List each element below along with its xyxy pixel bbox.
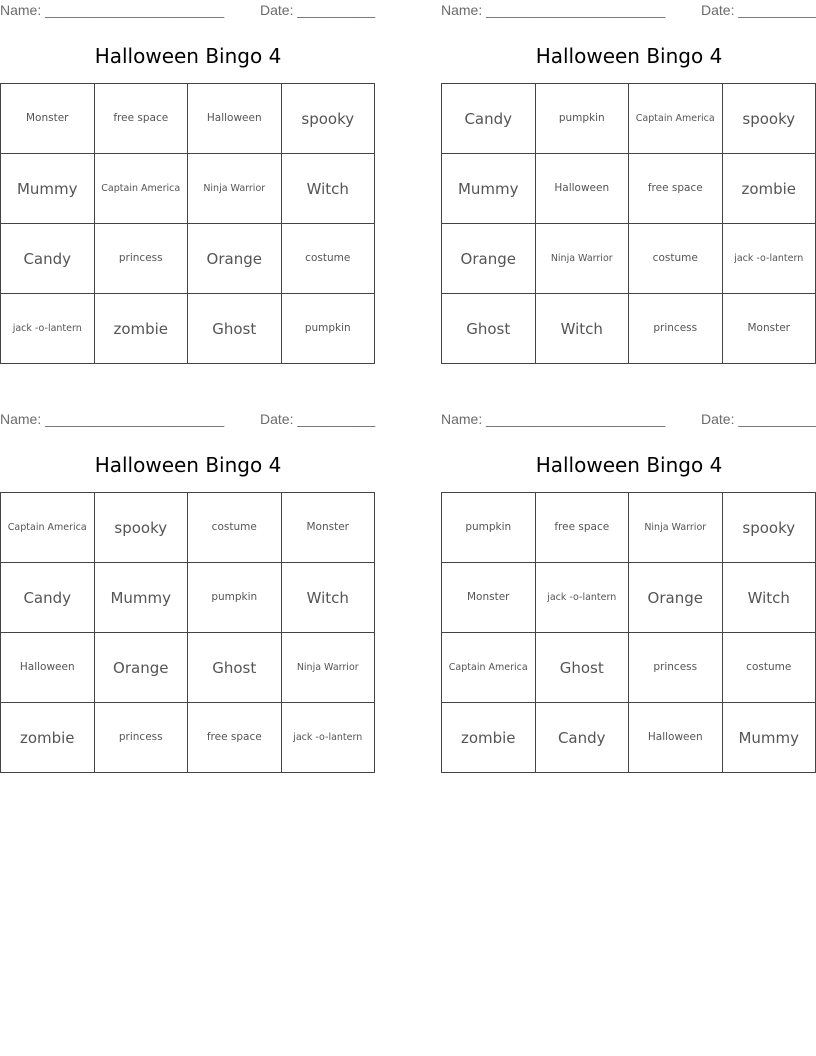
bingo-cell[interactable]: Candy	[1, 224, 95, 294]
date-field[interactable]: Date: __________	[260, 2, 376, 18]
bingo-cell[interactable]: zombie	[1, 703, 95, 773]
name-field[interactable]: Name: _______________________	[441, 411, 666, 427]
bingo-cell[interactable]: pumpkin	[282, 294, 376, 364]
card-header	[441, 409, 816, 431]
bingo-cell[interactable]: spooky	[723, 84, 816, 154]
bingo-cell[interactable]: Monster	[282, 493, 376, 563]
bingo-cell[interactable]: Ghost	[188, 633, 282, 703]
bingo-cell[interactable]: free space	[536, 493, 630, 563]
bingo-cell[interactable]: pumpkin	[188, 563, 282, 633]
date-field[interactable]: Date: __________	[260, 411, 376, 427]
bingo-cell[interactable]: Captain America	[1, 493, 95, 563]
bingo-cell[interactable]: costume	[723, 633, 816, 703]
bingo-cell[interactable]: Mummy	[1, 154, 95, 224]
bingo-cell[interactable]: Witch	[282, 154, 376, 224]
bingo-cell[interactable]: pumpkin	[442, 493, 536, 563]
bingo-cell[interactable]: costume	[188, 493, 282, 563]
bingo-cell[interactable]: spooky	[95, 493, 189, 563]
bingo-cell[interactable]: Witch	[282, 563, 376, 633]
card-header	[0, 0, 376, 22]
bingo-cell[interactable]: Ninja Warrior	[282, 633, 376, 703]
bingo-cell[interactable]: Monster	[723, 294, 816, 364]
bingo-cell[interactable]: Mummy	[95, 563, 189, 633]
bingo-cell[interactable]: free space	[188, 703, 282, 773]
bingo-cell[interactable]: zombie	[442, 703, 536, 773]
bingo-cell[interactable]: Ghost	[442, 294, 536, 364]
bingo-cell[interactable]: Ninja Warrior	[188, 154, 282, 224]
bingo-cell[interactable]: Monster	[1, 84, 95, 154]
bingo-cell[interactable]: Orange	[629, 563, 723, 633]
bingo-cell[interactable]: Ghost	[188, 294, 282, 364]
bingo-grid	[441, 83, 816, 364]
bingo-cell[interactable]: Halloween	[1, 633, 95, 703]
bingo-cell[interactable]: princess	[629, 294, 723, 364]
bingo-cell[interactable]: Orange	[95, 633, 189, 703]
bingo-card	[441, 0, 816, 338]
bingo-card	[0, 0, 376, 338]
bingo-cell[interactable]: Halloween	[536, 154, 630, 224]
bingo-cell[interactable]: Captain America	[442, 633, 536, 703]
bingo-cell[interactable]: free space	[629, 154, 723, 224]
bingo-cell[interactable]: Mummy	[723, 703, 816, 773]
bingo-cell[interactable]: Orange	[188, 224, 282, 294]
card-title: Halloween Bingo 4	[535, 453, 723, 477]
bingo-cell[interactable]: Candy	[536, 703, 630, 773]
bingo-cell[interactable]: free space	[95, 84, 189, 154]
bingo-cell[interactable]: Captain America	[629, 84, 723, 154]
bingo-cell[interactable]: Mummy	[442, 154, 536, 224]
card-header	[0, 409, 376, 431]
bingo-cell[interactable]: princess	[95, 703, 189, 773]
bingo-cell[interactable]: Candy	[1, 563, 95, 633]
bingo-cell[interactable]: Monster	[442, 563, 536, 633]
card-title: Halloween Bingo 4	[94, 453, 282, 477]
bingo-cell[interactable]: spooky	[723, 493, 816, 563]
date-field[interactable]: Date: __________	[701, 2, 816, 18]
name-field[interactable]: Name: _______________________	[0, 2, 225, 18]
bingo-cell[interactable]: spooky	[282, 84, 376, 154]
bingo-cell[interactable]: Ninja Warrior	[536, 224, 630, 294]
bingo-cell[interactable]: Witch	[723, 563, 816, 633]
bingo-cell[interactable]: Captain America	[95, 154, 189, 224]
card-header	[441, 0, 816, 22]
bingo-cell[interactable]: princess	[629, 633, 723, 703]
bingo-cell[interactable]: pumpkin	[536, 84, 630, 154]
bingo-cell[interactable]: zombie	[723, 154, 816, 224]
date-field[interactable]: Date: __________	[701, 411, 816, 427]
bingo-cell[interactable]: jack -o-lantern	[282, 703, 376, 773]
bingo-cell[interactable]: Candy	[442, 84, 536, 154]
name-field[interactable]: Name: _______________________	[0, 411, 225, 427]
bingo-cell[interactable]: costume	[282, 224, 376, 294]
bingo-cell[interactable]: Witch	[536, 294, 630, 364]
bingo-cell[interactable]: jack -o-lantern	[536, 563, 630, 633]
bingo-cell[interactable]: jack -o-lantern	[1, 294, 95, 364]
bingo-cell[interactable]: costume	[629, 224, 723, 294]
bingo-cell[interactable]: Halloween	[629, 703, 723, 773]
bingo-cell[interactable]: Ghost	[536, 633, 630, 703]
bingo-grid	[0, 83, 375, 364]
bingo-cell[interactable]: Orange	[442, 224, 536, 294]
card-title: Halloween Bingo 4	[535, 44, 723, 68]
bingo-grid	[441, 492, 816, 773]
bingo-card	[441, 409, 816, 747]
name-field[interactable]: Name: _______________________	[441, 2, 666, 18]
bingo-cell[interactable]: zombie	[95, 294, 189, 364]
bingo-cell[interactable]: Halloween	[188, 84, 282, 154]
bingo-cell[interactable]: jack -o-lantern	[723, 224, 816, 294]
card-title: Halloween Bingo 4	[94, 44, 282, 68]
bingo-cell[interactable]: princess	[95, 224, 189, 294]
bingo-grid	[0, 492, 375, 773]
bingo-card	[0, 409, 376, 747]
bingo-cell[interactable]: Ninja Warrior	[629, 493, 723, 563]
